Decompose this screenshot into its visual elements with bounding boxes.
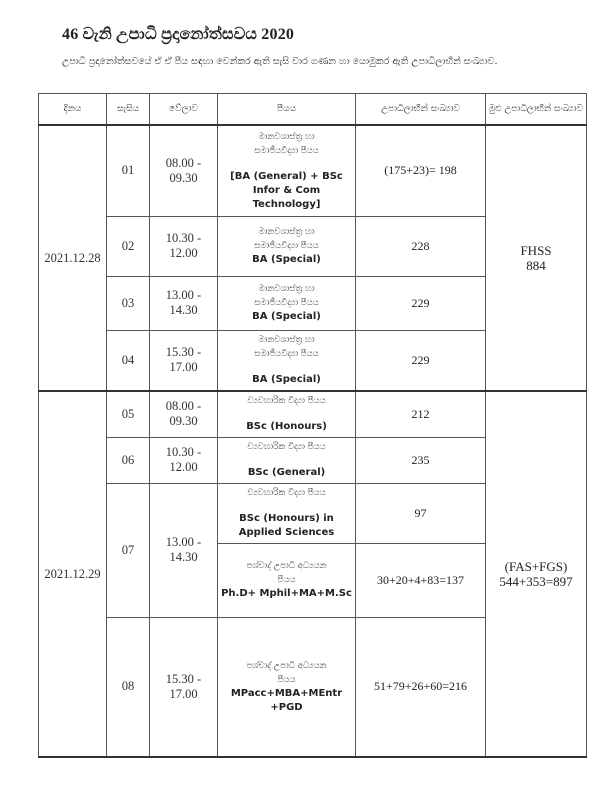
total-cell bbox=[486, 391, 587, 757]
schedule-table bbox=[38, 93, 587, 758]
table-header-row bbox=[39, 94, 587, 126]
faculty-sinhala: සමාජීයවිද්‍යා පීයය bbox=[254, 349, 319, 360]
faculty-sinhala: මානවශාස්ත්‍ර හා bbox=[258, 131, 315, 142]
faculty-degree: +PGD bbox=[270, 701, 303, 713]
graduate-count: 51+79+26+60=216 bbox=[356, 617, 486, 757]
time-from: 15.30 - bbox=[165, 671, 202, 686]
time-cell bbox=[150, 437, 218, 483]
faculty-sinhala: පශ්චාද් උපාධි අධ්‍යයන bbox=[246, 660, 327, 671]
faculty-sinhala: මානවශාස්ත්‍ර හා bbox=[258, 284, 315, 294]
time-to: 12.00 bbox=[169, 460, 198, 474]
faculty-sinhala: පශ්චාද් උපාධි අධ්‍යයන bbox=[246, 561, 327, 571]
time-to: 17.00 bbox=[169, 360, 198, 375]
faculty-cell bbox=[218, 276, 356, 330]
faculty-sinhala: මානවශාස්ත්‍ර හා bbox=[258, 227, 315, 237]
faculty-degree: Ph.D+ Mphil+MA+M.Sc bbox=[221, 588, 352, 599]
faculty-sinhala: ව්‍යවහාරික විද්‍යා පීයය bbox=[247, 488, 326, 498]
session-number: 03 bbox=[107, 276, 150, 330]
faculty-degree: BSc (General) bbox=[247, 467, 326, 478]
header-faculty: පීයය bbox=[218, 94, 356, 126]
page-title: 46 වැනි උපාධි ප්‍රදානෝත්සවය 2020 bbox=[62, 26, 295, 43]
session-number: 01 bbox=[107, 125, 150, 216]
time-to: 12.00 bbox=[169, 246, 198, 260]
time-to: 09.30 bbox=[169, 414, 198, 429]
faculty-cell bbox=[218, 437, 356, 483]
graduate-count: 235 bbox=[356, 437, 486, 483]
faculty-degree: BA (Special) bbox=[252, 374, 321, 386]
time-to: 09.30 bbox=[169, 170, 198, 185]
time-from: 08.00 - bbox=[165, 399, 202, 414]
time-to: 14.30 bbox=[169, 303, 198, 317]
time-cell bbox=[150, 617, 218, 757]
session-number: 02 bbox=[107, 216, 150, 276]
time-from: 15.30 - bbox=[165, 345, 202, 360]
faculty-sinhala: මානවශාස්ත්‍ර හා bbox=[258, 335, 315, 346]
graduate-count: 228 bbox=[356, 216, 486, 276]
page-subtitle: උපාධි ප්‍රදානෝත්සවයේ ඒ ඒ පීය සඳහා වෙන්කර ඇති සැසි වාර ගණන හා යොමුකර ඇති උපාධිලාභීන් සංඛ්‍යාව. bbox=[62, 56, 498, 67]
faculty-degree: BA (Special) bbox=[252, 254, 321, 265]
faculty-degree: BSc (Honours) bbox=[246, 421, 327, 433]
time-cell bbox=[150, 483, 218, 617]
session-number: 07 bbox=[107, 483, 150, 617]
time-from: 13.00 - bbox=[165, 535, 202, 549]
total-label: (FAS+FGS) bbox=[504, 559, 568, 574]
faculty-sinhala: සමාජීයවිද්‍යා පීයය bbox=[254, 145, 319, 156]
time-to: 14.30 bbox=[169, 550, 198, 564]
time-cell bbox=[150, 125, 218, 216]
faculty-degree: [BA (General) + BSc bbox=[230, 170, 343, 182]
date-cell: 2021.12.28 bbox=[39, 125, 107, 391]
table-row bbox=[39, 391, 587, 437]
date-cell: 2021.12.29 bbox=[39, 391, 107, 757]
time-from: 10.30 - bbox=[165, 231, 202, 245]
header-total: මුළු උපාධිලාභීන් සංඛ්‍යාව bbox=[486, 94, 587, 126]
faculty-cell bbox=[218, 617, 356, 757]
faculty-cell bbox=[218, 391, 356, 437]
table-row bbox=[39, 125, 587, 216]
graduate-count: 97 bbox=[356, 483, 486, 543]
time-cell bbox=[150, 391, 218, 437]
faculty-degree: Technology] bbox=[252, 198, 321, 210]
faculty-degree: Applied Sciences bbox=[238, 527, 335, 538]
faculty-sinhala: ව්‍යවහාරික විද්‍යා පීයය bbox=[247, 396, 326, 407]
faculty-sinhala: ව්‍යවහාරික විද්‍යා පීයය bbox=[247, 442, 326, 452]
faculty-sinhala: පීයය bbox=[277, 674, 296, 685]
time-cell bbox=[150, 276, 218, 330]
faculty-cell bbox=[218, 483, 356, 543]
header-date: දිනය bbox=[39, 94, 107, 126]
graduate-count: 212 bbox=[356, 391, 486, 437]
faculty-degree: BSc (Honours) in bbox=[239, 513, 334, 524]
time-cell bbox=[150, 216, 218, 276]
session-number: 04 bbox=[107, 330, 150, 391]
graduate-count: 229 bbox=[356, 276, 486, 330]
time-from: 13.00 - bbox=[165, 288, 202, 302]
faculty-degree: BA (Special) bbox=[252, 311, 321, 322]
graduate-count: 229 bbox=[356, 330, 486, 391]
faculty-degree: MPacc+MBA+MEntr bbox=[230, 687, 343, 699]
faculty-cell bbox=[218, 330, 356, 391]
total-value: 544+353=897 bbox=[499, 574, 573, 589]
time-cell bbox=[150, 330, 218, 391]
session-number: 06 bbox=[107, 437, 150, 483]
faculty-degree: Infor & Com bbox=[252, 184, 321, 196]
header-graduates: උපාධිලාභීන් සංඛ්‍යාව bbox=[356, 94, 486, 126]
time-from: 10.30 - bbox=[165, 445, 202, 459]
header-session: සැසිය bbox=[107, 94, 150, 126]
faculty-cell bbox=[218, 543, 356, 617]
time-from: 08.00 - bbox=[165, 155, 202, 170]
total-label: FHSS bbox=[520, 243, 552, 258]
header-time: වේලාව bbox=[150, 94, 218, 126]
time-to: 17.00 bbox=[169, 686, 198, 701]
session-number: 05 bbox=[107, 391, 150, 437]
session-number: 08 bbox=[107, 617, 150, 757]
faculty-sinhala: සමාජීයවිද්‍යා පීයය bbox=[254, 241, 319, 251]
faculty-cell bbox=[218, 216, 356, 276]
faculty-sinhala: සමාජීයවිද්‍යා පීයය bbox=[254, 298, 319, 308]
total-value: 884 bbox=[526, 258, 546, 273]
total-cell bbox=[486, 125, 587, 391]
graduate-count: (175+23)= 198 bbox=[356, 125, 486, 216]
faculty-cell bbox=[218, 125, 356, 216]
graduate-count: 30+20+4+83=137 bbox=[356, 543, 486, 617]
faculty-sinhala: පීයය bbox=[277, 575, 296, 585]
